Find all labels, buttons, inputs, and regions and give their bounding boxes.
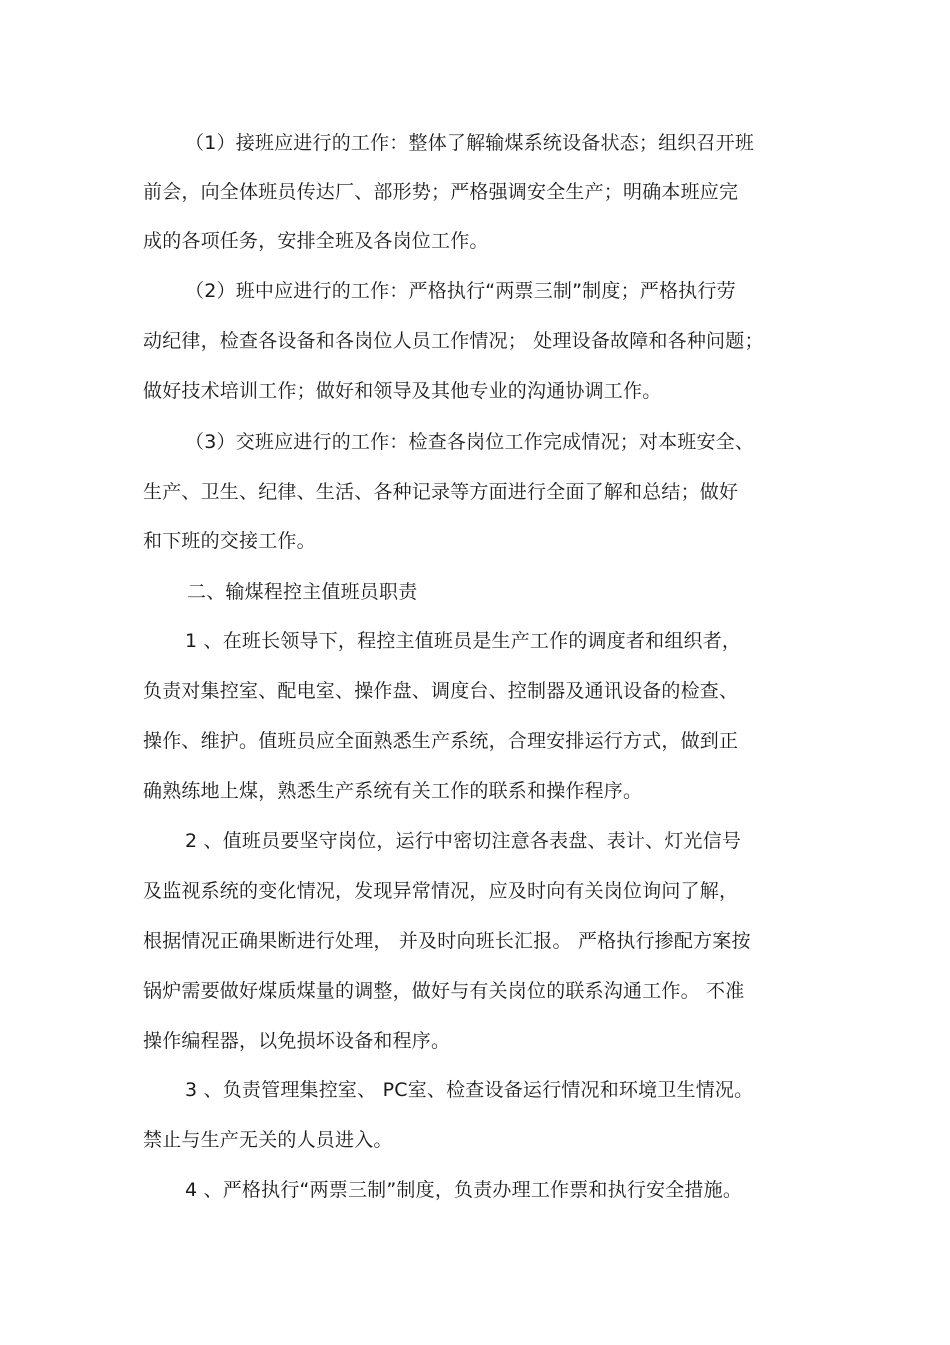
- text-line: （2）班中应进行的工作：严格执行“两票三制”制度；严格执行劳: [185, 280, 736, 302]
- text-line: 及监视系统的变化情况，发现异常情况，应及时向有关岗位询问了解，: [143, 880, 739, 902]
- text-line: 4 、严格执行“两票三制”制度，负责办理工作票和执行安全措施。: [185, 1179, 743, 1201]
- text-line: 根据情况正确果断进行处理， 并及时向班长汇报。 严格执行掺配方案按: [143, 930, 751, 952]
- text-line: 操作编程器，以免损坏设备和程序。: [143, 1030, 451, 1052]
- text-line: 前会，向全体班员传达厂、部形势；严格强调安全生产；明确本班应完: [143, 181, 739, 203]
- text-line: （3）交班应进行的工作：检查各岗位工作完成情况；对本班安全、: [185, 431, 755, 453]
- text-line: 2 、值班员要坚守岗位，运行中密切注意各表盘、表计、灯光信号: [185, 830, 742, 852]
- section-heading: 二、输煤程控主值班员职责: [187, 581, 418, 603]
- text-line: 操作、维护。值班员应全面熟悉生产系统，合理安排运行方式，做到正: [143, 730, 739, 752]
- text-line: 动纪律，检查各设备和各岗位人员工作情况； 处理设备故障和各种问题；: [143, 330, 764, 352]
- text-line: 生产、卫生、纪律、生活、各种记录等方面进行全面了解和总结；做好: [143, 481, 739, 503]
- text-line: 锅炉需要做好煤质煤量的调整，做好与有关岗位的联系沟通工作。 不准: [143, 980, 745, 1002]
- text-line: 做好技术培训工作；做好和领导及其他专业的沟通协调工作。: [143, 380, 662, 402]
- text-line: 1 、在班长领导下，程控主值班员是生产工作的调度者和组织者，: [185, 630, 742, 652]
- text-line: 和下班的交接工作。: [143, 530, 316, 552]
- text-line: 禁止与生产无关的人员进入。: [143, 1129, 393, 1151]
- text-line: 负责对集控室、配电室、操作盘、调度台、控制器及通讯设备的检查、: [143, 680, 739, 702]
- text-line: 成的各项任务，安排全班及各岗位工作。: [143, 230, 489, 252]
- text-line: 确熟练地上煤，熟悉生产系统有关工作的联系和操作程序。: [143, 780, 643, 802]
- text-line: 3 、负责管理集控室、 PC室、检查设备运行情况和环境卫生情况。: [185, 1079, 754, 1101]
- text-line: （1）接班应进行的工作：整体了解输煤系统设备状态；组织召开班: [185, 132, 755, 154]
